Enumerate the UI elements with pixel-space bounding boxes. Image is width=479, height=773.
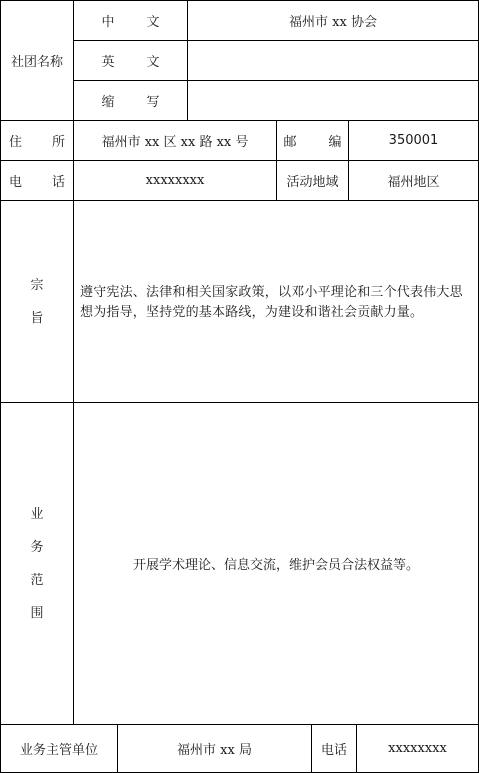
scope-label-char-1: 业 [30, 506, 44, 522]
abbr-label-char-2: 写 [146, 95, 160, 110]
scope-label-char-3: 范 [30, 572, 44, 588]
abbr-label-char-1: 缩 [101, 95, 115, 110]
scope-label [1, 403, 73, 724]
abbr-label [74, 81, 187, 120]
abbr-value[interactable] [188, 81, 478, 120]
purpose-line-2: 想为指导，坚持党的基本路线，为建设和谐社会贡献力量。 [80, 305, 424, 320]
supervisor-phone-value[interactable]: xxxxxxxx [388, 741, 447, 756]
phone-label-char-1: 电 [8, 175, 22, 190]
supervisor-phone-label: 电话 [320, 743, 347, 758]
address-label-char-1: 住 [8, 135, 22, 150]
chinese-label-char-1: 中 [101, 15, 115, 30]
phone-label [1, 161, 73, 200]
chinese-label [74, 1, 187, 40]
scope-label-char-4: 围 [30, 605, 44, 621]
english-value[interactable] [188, 41, 478, 80]
purpose-label-char-2: 旨 [30, 310, 44, 326]
purpose-line-1: 遵守宪法、法律和相关国家政策，以邓小平理论和三个代表伟大思 [80, 285, 463, 300]
org-name-label: 社团名称 [10, 55, 63, 70]
area-value[interactable]: 福州地区 [387, 175, 440, 190]
purpose-text[interactable] [80, 283, 476, 323]
supervisor-value[interactable]: 福州市 xx 局 [177, 743, 252, 758]
address-label [1, 121, 73, 160]
postcode-value[interactable]: 350001 [388, 133, 439, 148]
scope-label-char-2: 务 [30, 539, 44, 555]
postcode-label-char-2: 编 [328, 135, 342, 150]
scope-value[interactable]: 开展学术理论、信息交流，维护会员合法权益等。 [132, 558, 419, 573]
english-label-char-2: 文 [146, 55, 160, 70]
address-label-char-2: 所 [52, 135, 66, 150]
chinese-label-char-2: 文 [146, 15, 160, 30]
postcode-label [277, 121, 348, 160]
area-label: 活动地域 [286, 175, 339, 190]
supervisor-label: 业务主管单位 [19, 743, 98, 758]
english-label [74, 41, 187, 80]
address-value[interactable]: 福州市 xx 区 xx 路 xx 号 [101, 135, 249, 150]
postcode-label-char-1: 邮 [283, 135, 297, 150]
purpose-label-char-1: 宗 [30, 277, 44, 293]
chinese-value[interactable]: 福州市 xx 协会 [289, 15, 377, 30]
english-label-char-1: 英 [101, 55, 115, 70]
purpose-label [1, 201, 73, 402]
phone-value[interactable]: xxxxxxxx [145, 173, 205, 188]
phone-label-char-2: 话 [52, 175, 66, 190]
